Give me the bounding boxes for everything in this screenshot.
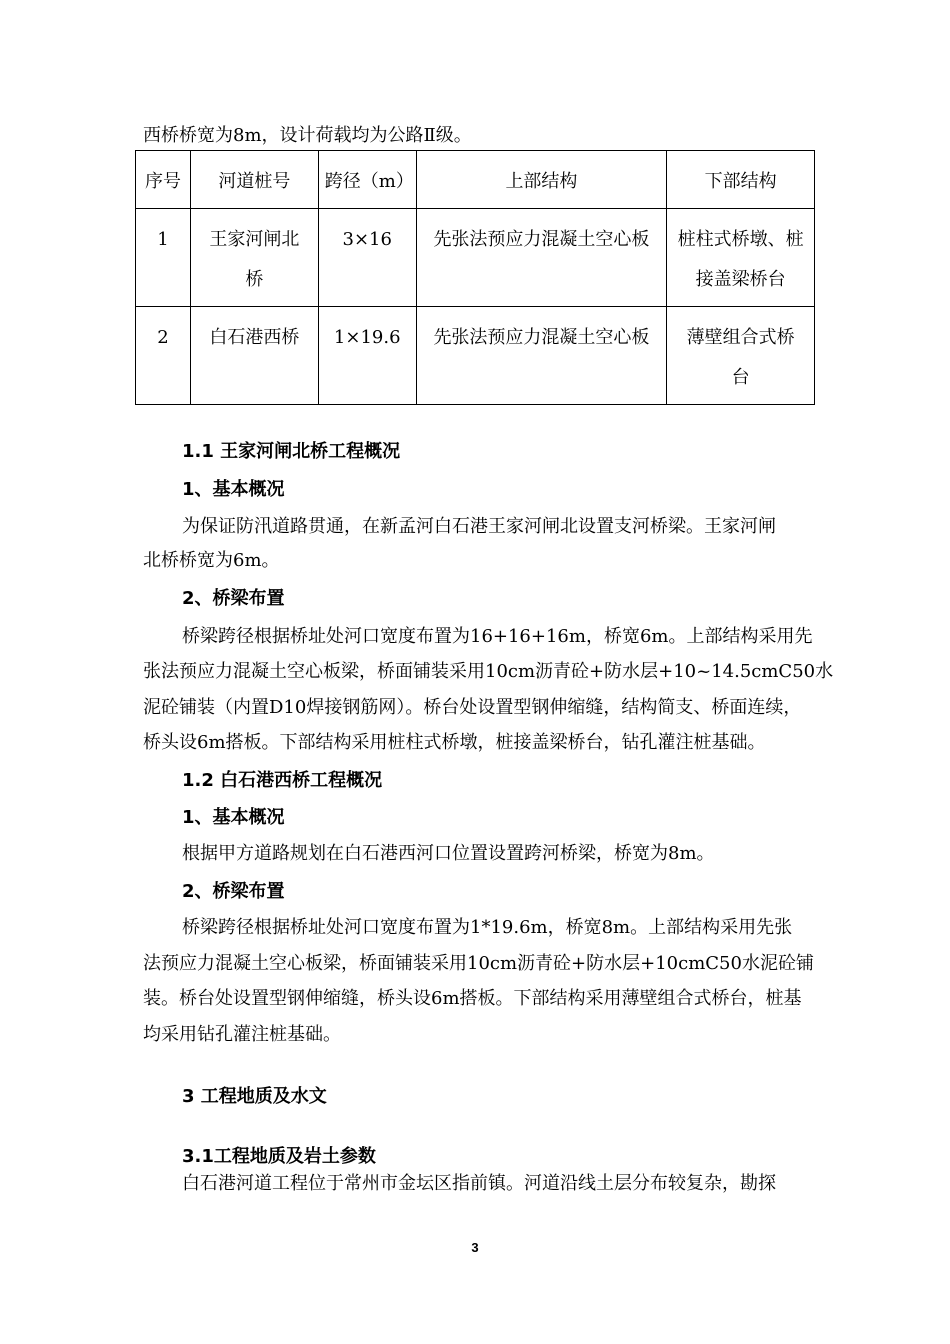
header-cell-station: 河道桩号 <box>190 151 318 209</box>
cell-span: 1×19.6 <box>318 307 416 405</box>
paragraph-line: 泥砼铺装（内置D10焊接钢筋网）。桥台处设置型钢伸缩缝，结构简支、桥面连续， <box>143 697 802 718</box>
table-header-row <box>136 151 815 209</box>
paragraph-line: 均采用钻孔灌注桩基础。 <box>143 1024 341 1045</box>
cell-substructure: 薄壁组合式桥台 <box>667 307 815 405</box>
section-1-1-layout-title: 2、桥梁布置 <box>182 588 285 609</box>
section-1-2-title: 1.2 白石港西桥工程概况 <box>182 770 383 791</box>
bridge-table <box>135 150 815 405</box>
section-3-title: 3 工程地质及水文 <box>182 1086 327 1107</box>
header-cell-substructure: 下部结构 <box>667 151 815 209</box>
paragraph-line: 张法预应力混凝土空心板梁，桥面铺装采用10cm沥青砼+防水层+10~14.5cmC50水 <box>143 661 834 682</box>
table-row <box>136 307 815 405</box>
header-cell-index: 序号 <box>136 151 191 209</box>
cell-station: 王家河闸北桥 <box>190 209 318 307</box>
page-number: 3 <box>471 1240 479 1255</box>
section-1-2-layout-title: 2、桥梁布置 <box>182 881 285 902</box>
header-cell-span: 跨径（m） <box>318 151 416 209</box>
paragraph-line: 桥头设6m搭板。下部结构采用桩柱式桥墩，桩接盖梁桥台，钻孔灌注桩基础。 <box>143 732 766 753</box>
paragraph-line: 根据甲方道路规划在白石港西河口位置设置跨河桥梁，桥宽为8m。 <box>182 843 715 864</box>
cell-index: 1 <box>136 209 191 307</box>
cell-span: 3×16 <box>318 209 416 307</box>
cell-index: 2 <box>136 307 191 405</box>
cell-superstructure: 先张法预应力混凝土空心板 <box>416 209 666 307</box>
header-cell-superstructure: 上部结构 <box>416 151 666 209</box>
paragraph-line: 北桥桥宽为6m。 <box>143 550 280 571</box>
table-row <box>136 209 815 307</box>
paragraph-line: 桥梁跨径根据桥址处河口宽度布置为16+16+16m，桥宽6m。上部结构采用先 <box>182 626 813 647</box>
cell-superstructure: 先张法预应力混凝土空心板 <box>416 307 666 405</box>
paragraph-line: 桥梁跨径根据桥址处河口宽度布置为1*19.6m，桥宽8m。上部结构采用先张 <box>182 917 793 938</box>
section-1-1-basic-title: 1、基本概况 <box>182 479 285 500</box>
paragraph-line: 白石港河道工程位于常州市金坛区指前镇。河道沿线土层分布较复杂，勘探 <box>182 1173 776 1194</box>
cell-station: 白石港西桥 <box>190 307 318 405</box>
paragraph-line: 法预应力混凝土空心板梁，桥面铺装采用10cm沥青砼+防水层+10cmC50水泥砼铺 <box>143 953 814 974</box>
section-3-1-title: 3.1工程地质及岩土参数 <box>182 1146 376 1167</box>
section-1-1-title: 1.1 王家河闸北桥工程概况 <box>182 441 401 462</box>
cell-substructure: 桩柱式桥墩、桩接盖梁桥台 <box>667 209 815 307</box>
intro-line: 西桥桥宽为8m，设计荷载均为公路Ⅱ级。 <box>143 125 472 146</box>
section-1-2-basic-title: 1、基本概况 <box>182 807 285 828</box>
paragraph-line: 装。桥台处设置型钢伸缩缝，桥头设6m搭板。下部结构采用薄壁组合式桥台，桩基 <box>143 988 802 1009</box>
paragraph-line: 为保证防汛道路贯通，在新孟河白石港王家河闸北设置支河桥梁。王家河闸 <box>182 516 776 537</box>
